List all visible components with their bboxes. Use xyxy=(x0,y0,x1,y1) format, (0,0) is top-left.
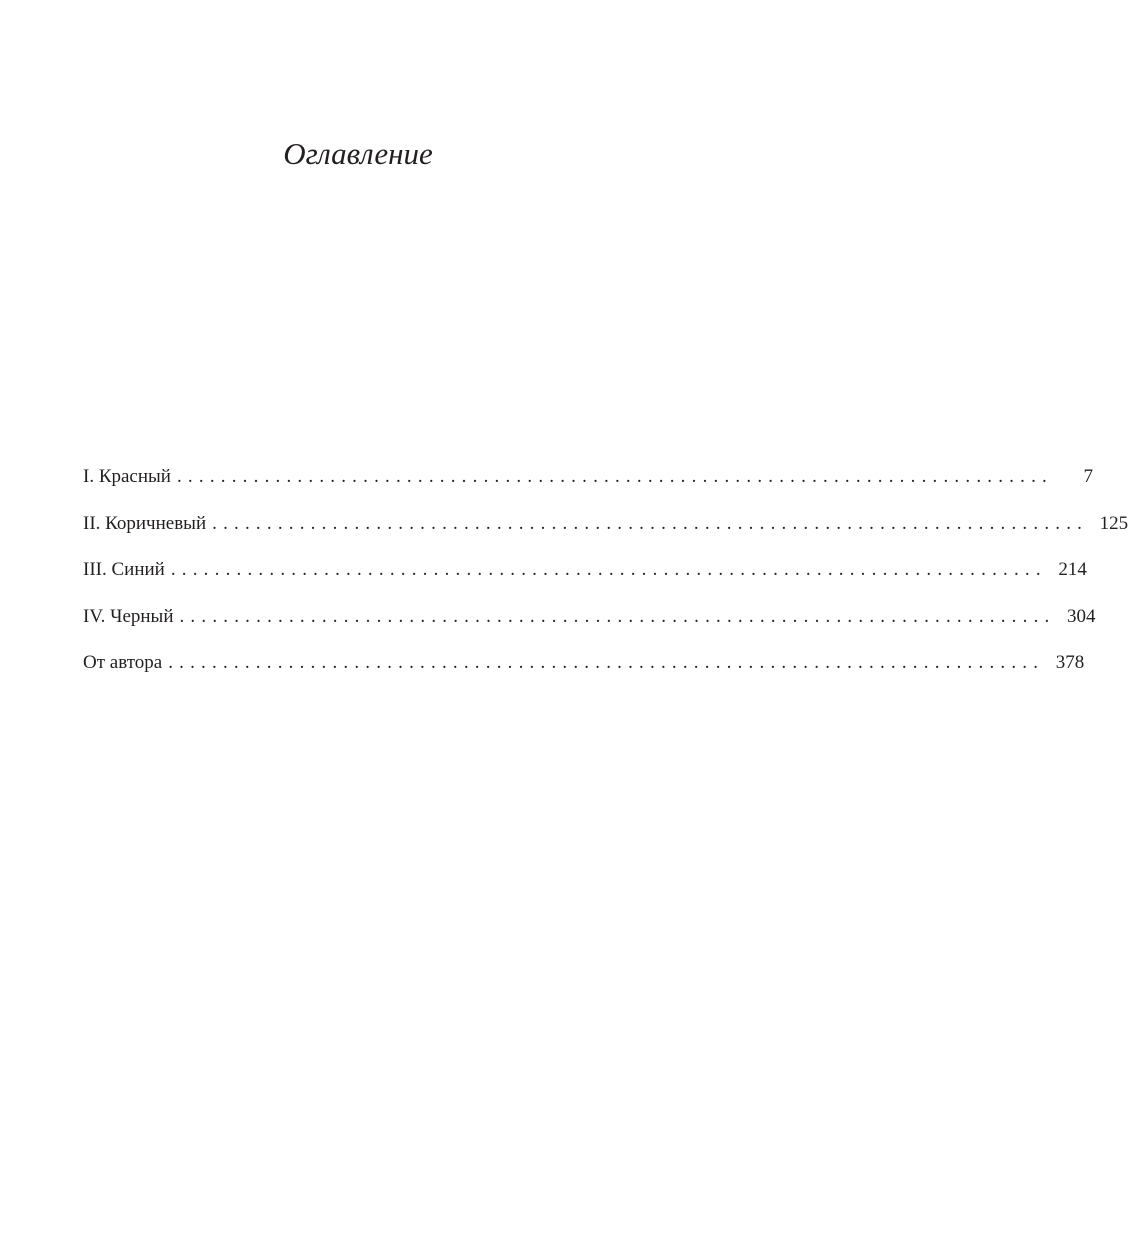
dot-leader: ................................................................................ xyxy=(179,605,1056,627)
toc-entry xyxy=(83,603,1096,650)
toc-entry xyxy=(83,510,1128,557)
dot-leader: ................................................................................ xyxy=(170,559,1047,580)
toc-entry-page: 125 xyxy=(1099,512,1128,534)
toc-entry xyxy=(83,463,1093,510)
dot-leader: ................................................................................ xyxy=(176,466,1053,487)
toc-entry-page: 304 xyxy=(1066,605,1096,627)
toc-entry xyxy=(83,649,1085,696)
toc-entry-page: 378 xyxy=(1055,652,1085,673)
toc-entry-page: 7 xyxy=(1083,466,1093,487)
toc-entry-label: III. Синий xyxy=(83,559,165,580)
toc-entry-label: II. Коричневый xyxy=(83,512,207,534)
toc-entry xyxy=(83,556,1087,603)
toc-entry-label: IV. Черный xyxy=(83,605,174,627)
dot-leader: ................................................................................ xyxy=(212,512,1089,534)
dot-leader: ................................................................................ xyxy=(168,652,1045,673)
toc-entry-label: От автора xyxy=(83,652,163,673)
toc-heading: Оглавление xyxy=(283,136,433,171)
toc-entry-label: I. Красный xyxy=(83,466,171,487)
table-of-contents xyxy=(83,463,1128,696)
toc-entry-page: 214 xyxy=(1058,559,1087,580)
